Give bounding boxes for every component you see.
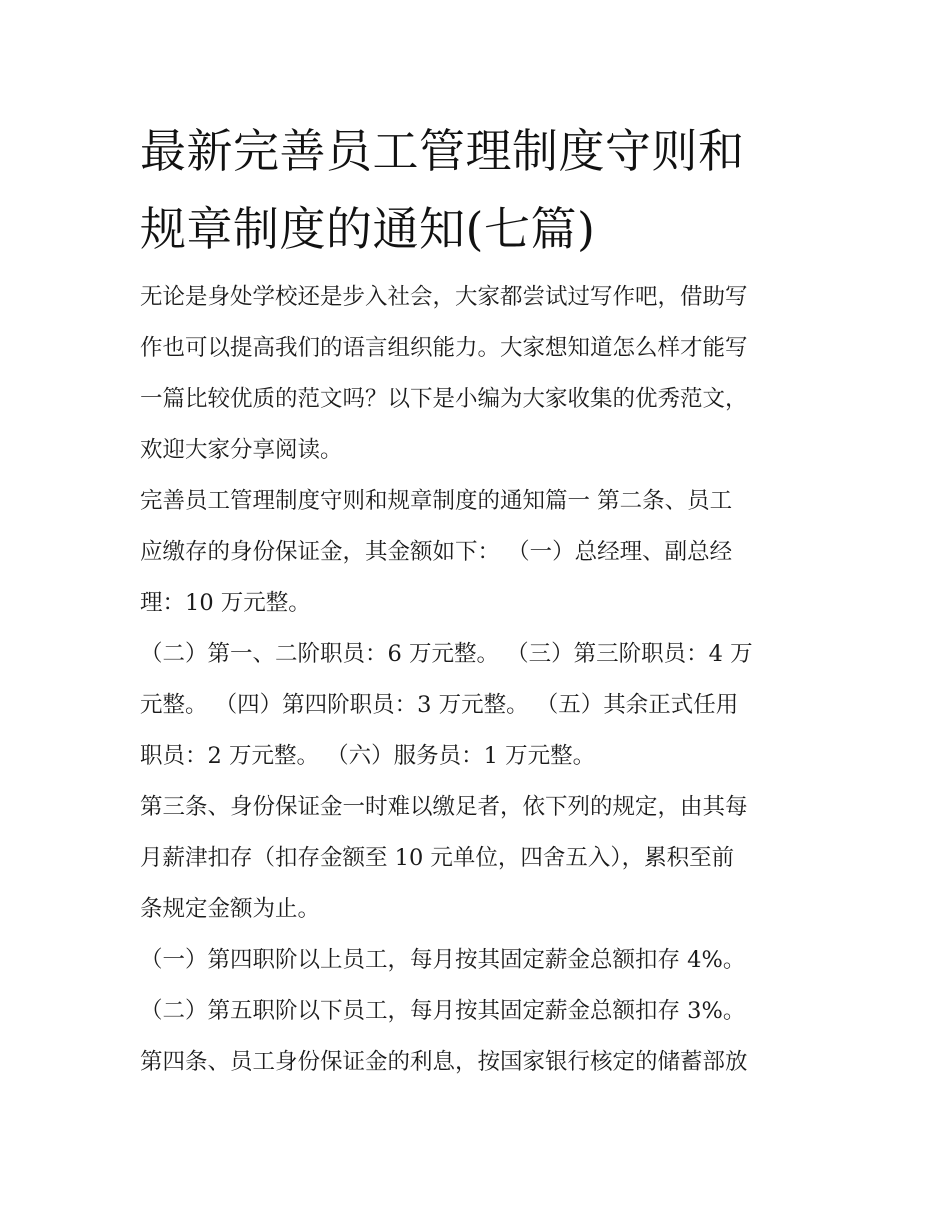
body-line: 完善员工管理制度守则和规章制度的通知篇一 第二条、员工 [140,488,733,514]
body-line: 条规定金额为止。 [140,896,321,922]
body-line: （一）第四职阶以上员工，每月按其固定薪金总额扣存 4%。 [140,947,746,973]
body-line: （二）第一、二阶职员：6 万元整。 （三）第三阶职员：4 万 [140,641,753,667]
body-line: 理：10 万元整。 [140,590,311,616]
body-line: 第三条、身份保证金一时难以缴足者，依下列的规定，由其每 [140,794,748,820]
body-line: 职员：2 万元整。 （六）服务员：1 万元整。 [140,743,596,769]
document-title [140,112,820,268]
body-line: 元整。 （四）第四阶职员：3 万元整。 （五）其余正式任用 [140,692,739,718]
body-line: 作也可以提高我们的语言组织能力。大家想知道怎么样才能写 [140,335,748,361]
body-line: （二）第五职阶以下员工，每月按其固定薪金总额扣存 3%。 [140,998,746,1024]
body-line: 一篇比较优质的范文吗？以下是小编为大家收集的优秀范文， [140,386,748,412]
body-line: 无论是身处学校还是步入社会，大家都尝试过写作吧，借助写 [140,284,748,310]
body-line: 应缴存的身份保证金，其金额如下： （一）总经理、副总经 [140,539,733,565]
body-line: 月薪津扣存（扣存金额至 10 元单位，四舍五入），累积至前 [140,845,735,871]
body-line: 第四条、员工身份保证金的利息，按国家银行核定的储蓄部放 [140,1049,748,1075]
title-line: 最新完善员工管理制度守则和 [140,124,745,178]
body-line: 欢迎大家分享阅读。 [140,437,343,463]
document-body [140,272,830,1088]
title-line: 规章制度的通知(七篇) [140,202,596,256]
